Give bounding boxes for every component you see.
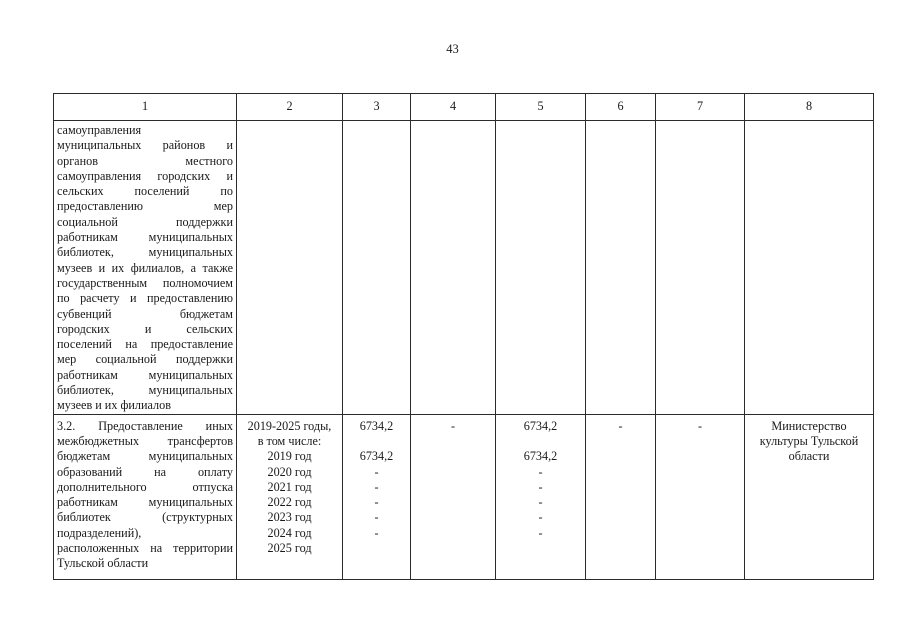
value-line: - — [538, 510, 543, 525]
header-cell-7: 7 — [656, 94, 745, 121]
value-line: 6734,2 — [359, 449, 394, 464]
text-line: мер социальной поддержки — [57, 352, 233, 367]
text-line: бюджетам муниципальных — [57, 449, 233, 464]
table-row — [54, 414, 874, 579]
row2-total-cell — [343, 414, 411, 579]
text-line: органов местного — [57, 153, 233, 168]
row2-cell-4 — [411, 414, 496, 579]
text-line: по расчету и предоставлению — [57, 291, 233, 306]
text-line: предоставлению мер — [57, 199, 233, 214]
text-line: Тульской области — [57, 556, 149, 571]
header-cell-5: 5 — [496, 94, 586, 121]
header-cell-4: 4 — [411, 94, 496, 121]
text-line: городских и сельских — [57, 321, 233, 336]
row1-cell-8 — [745, 121, 874, 415]
row2-cell-6 — [586, 414, 656, 579]
text-line: субвенций бюджетам — [57, 306, 233, 321]
text-line: муниципальных районов и — [57, 138, 233, 153]
row2-cell-7 — [656, 414, 745, 579]
value-line: - — [538, 525, 543, 540]
header-cell-3: 3 — [343, 94, 411, 121]
header-cell-6: 6 — [586, 94, 656, 121]
value-line: 2024 год — [267, 525, 312, 540]
row1-cell-3 — [343, 121, 411, 415]
text-line: расположенных на территории — [57, 541, 233, 556]
text-line: 3.2. Предоставление иных — [57, 418, 233, 433]
text-line: дополнительного отпуска — [57, 479, 233, 494]
row2-col7-lines — [659, 419, 741, 434]
value-line: - — [374, 525, 379, 540]
value-line: - — [374, 464, 379, 479]
value-line: - — [374, 495, 379, 510]
row2-total-lines — [346, 419, 407, 541]
row1-cell-2 — [237, 121, 343, 415]
row2-col5-lines — [499, 419, 582, 541]
text-line: музеев и их филиалов, а также — [57, 260, 233, 275]
row2-period-cell — [237, 414, 343, 579]
text-line: социальной поддержки — [57, 214, 233, 229]
program-table — [53, 93, 874, 580]
value-line: 2020 год — [267, 464, 312, 479]
row1-cell-6 — [586, 121, 656, 415]
row1-cell-4 — [411, 121, 496, 415]
row1-cell-7 — [656, 121, 745, 415]
row2-col4-lines — [414, 419, 492, 434]
value-line: - — [697, 418, 703, 433]
table-header-row — [54, 94, 874, 121]
value-line: 6734,2 — [523, 418, 558, 433]
row2-description-text — [57, 419, 233, 572]
page-number: 43 — [446, 42, 459, 56]
row2-executor-lines — [748, 419, 870, 465]
value-line: 2019 год — [267, 449, 312, 464]
row1-cell-5 — [496, 121, 586, 415]
row2-executor-cell — [745, 414, 874, 579]
text-line: самоуправления — [57, 123, 142, 137]
value-line: 6734,2 — [523, 449, 558, 464]
text-line: подразделений), — [57, 525, 142, 540]
text-line: поселений на предоставление — [57, 337, 233, 352]
text-line: самоуправления городских и — [57, 168, 233, 183]
value-line: культуры Тульской — [759, 433, 859, 448]
text-line: библиотек, муниципальных — [57, 245, 233, 260]
value-line: - — [538, 479, 543, 494]
text-line: межбюджетных трансфертов — [57, 433, 233, 448]
text-line: музеев и их филиалов — [57, 398, 171, 413]
row1-description-text — [57, 123, 233, 414]
value-line: - — [538, 495, 543, 510]
value-line: 2022 год — [267, 495, 312, 510]
row2-description-cell — [54, 414, 237, 579]
text-line: библиотек (структурных — [57, 510, 233, 525]
value-line: Министерство — [771, 418, 847, 433]
value-line: в том числе: — [257, 433, 322, 448]
row2-period-lines — [240, 419, 339, 557]
value-line: - — [374, 510, 379, 525]
header-cell-2: 2 — [237, 94, 343, 121]
text-line: образований на оплату — [57, 464, 233, 479]
row2-col6-lines — [589, 419, 652, 434]
value-line: - — [450, 418, 456, 433]
value-line: 2019-2025 годы, — [247, 418, 332, 433]
value-line: 2025 год — [267, 541, 312, 556]
value-line — [346, 434, 407, 449]
value-line: - — [538, 464, 543, 479]
text-line: сельских поселений по — [57, 184, 233, 199]
value-line: 6734,2 — [359, 418, 394, 433]
value-line: - — [618, 418, 623, 433]
value-line: 2021 год — [267, 479, 312, 494]
value-line: 2023 год — [267, 510, 312, 525]
row1-description-cell — [54, 121, 237, 415]
header-cell-1: 1 — [54, 94, 237, 121]
row2-cell-5 — [496, 414, 586, 579]
text-line: работникам муниципальных — [57, 495, 233, 510]
text-line: работникам муниципальных — [57, 230, 233, 245]
value-line: - — [374, 479, 379, 494]
value-line — [499, 434, 582, 449]
text-line: государственным полномочием — [57, 275, 233, 290]
value-line: области — [788, 449, 830, 464]
table-row — [54, 121, 874, 415]
text-line: библиотек, муниципальных — [57, 383, 233, 398]
text-line: работникам муниципальных — [57, 367, 233, 382]
header-cell-8: 8 — [745, 94, 874, 121]
